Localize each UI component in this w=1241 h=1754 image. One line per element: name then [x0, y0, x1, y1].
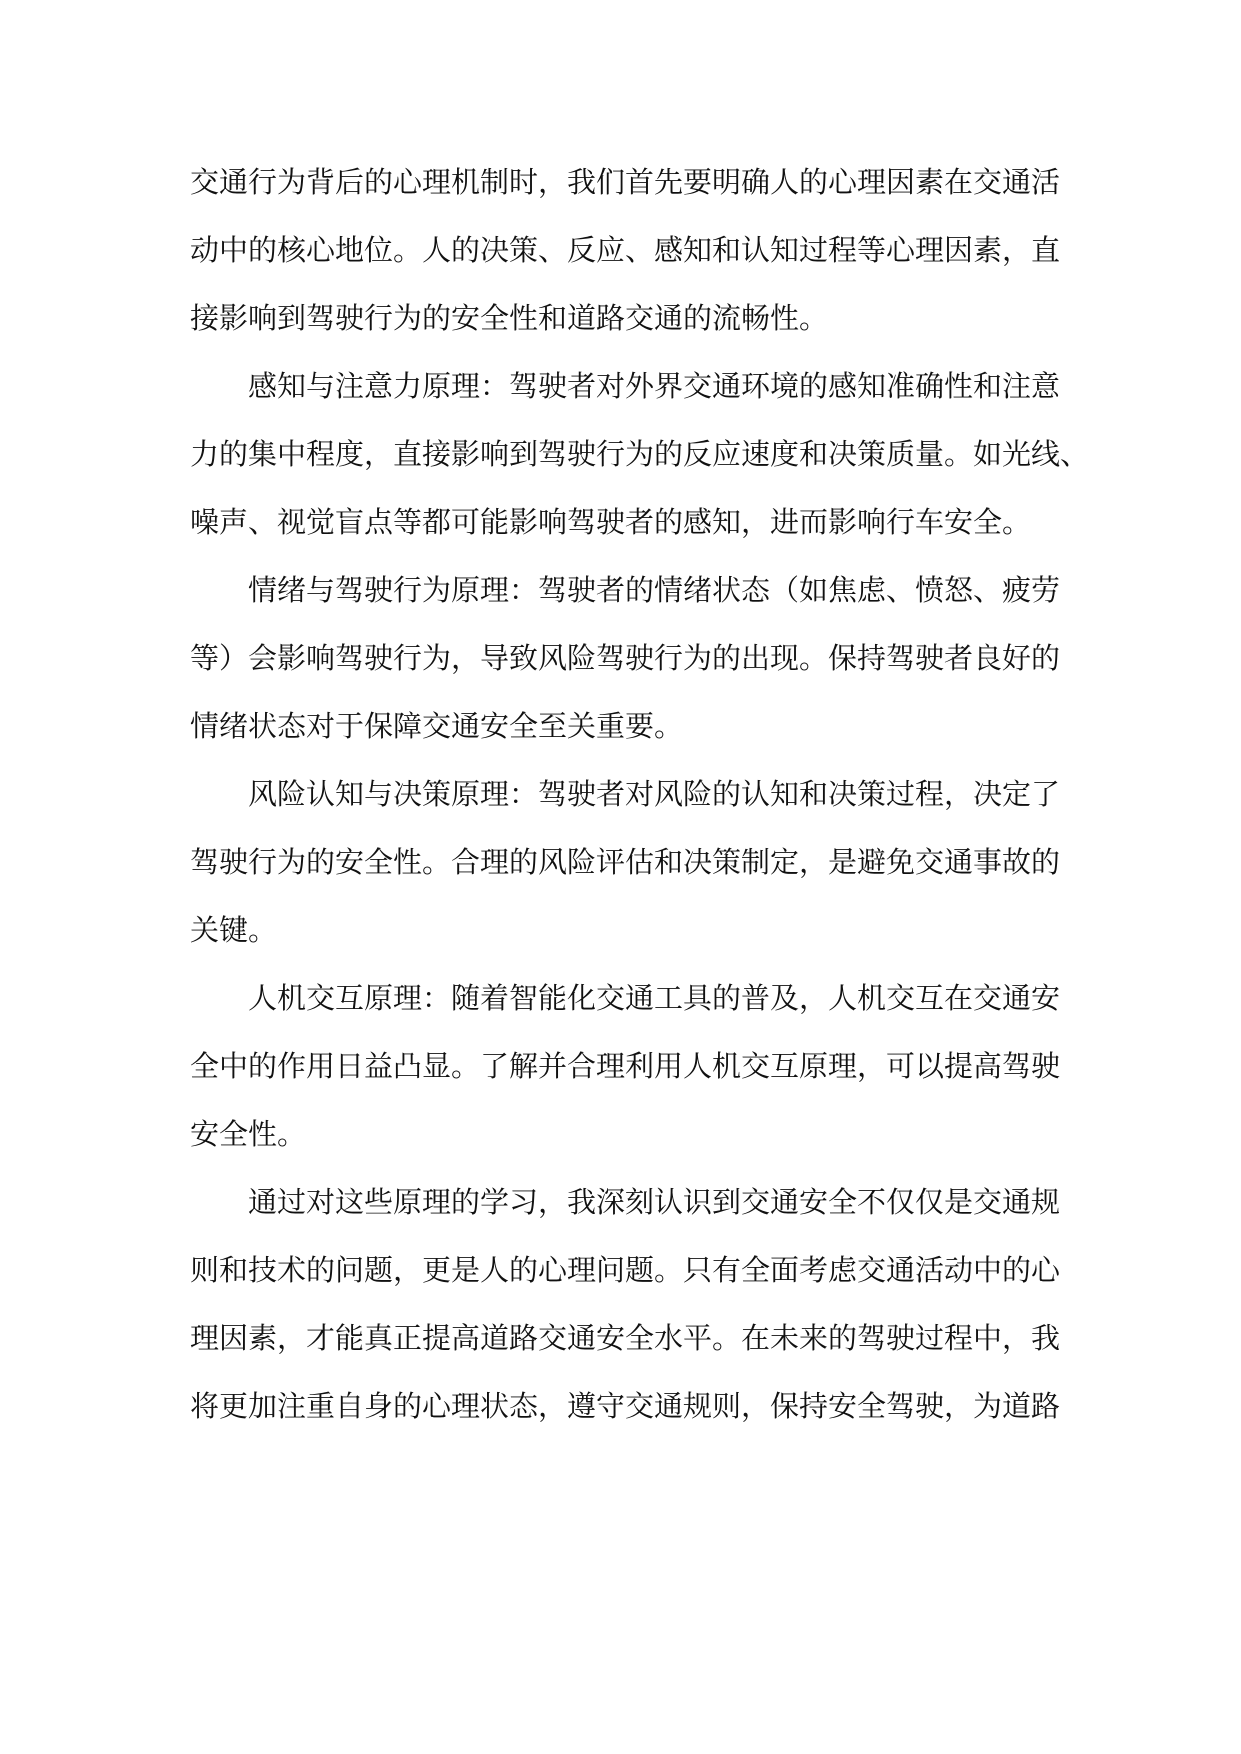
text-line: 动中的核心地位。人的决策、反应、感知和认知过程等心理因素，直: [190, 233, 1061, 267]
text-line: 接影响到驾驶行为的安全性和道路交通的流畅性。: [190, 301, 829, 335]
text-line: 等）会影响驾驶行为，导致风险驾驶行为的出现。保持驾驶者良好的: [190, 641, 1061, 675]
text-line: 情绪状态对于保障交通安全至关重要。: [190, 709, 684, 743]
text-line: 关键。: [190, 913, 278, 947]
paragraph-emotion-line: 情绪与驾驶行为原理：驾驶者的情绪状态（如焦虑、愤怒、疲劳: [248, 573, 1061, 607]
text-line: 交通行为背后的心理机制时，我们首先要明确人的心理因素在交通活: [190, 165, 1061, 199]
paragraph-hci-line: 人机交互原理：随着智能化交通工具的普及，人机交互在交通安: [248, 981, 1061, 1015]
text-line: 安全性。: [190, 1117, 307, 1151]
text-line: 则和技术的问题，更是人的心理问题。只有全面考虑交通活动中的心: [190, 1253, 1061, 1287]
text-line: 力的集中程度，直接影响到驾驶行为的反应速度和决策质量。如光线、: [190, 437, 1090, 471]
text-line: 全中的作用日益凸显。了解并合理利用人机交互原理，可以提高驾驶: [190, 1049, 1061, 1083]
text-line: 将更加注重自身的心理状态，遵守交通规则，保持安全驾驶，为道路: [190, 1389, 1061, 1423]
paragraph-risk-line: 风险认知与决策原理：驾驶者对风险的认知和决策过程，决定了: [248, 777, 1061, 811]
paragraph-conclusion-line: 通过对这些原理的学习，我深刻认识到交通安全不仅仅是交通规: [248, 1185, 1061, 1219]
paragraph-perception-line: 感知与注意力原理：驾驶者对外界交通环境的感知准确性和注意: [248, 369, 1061, 403]
text-line: 噪声、视觉盲点等都可能影响驾驶者的感知，进而影响行车安全。: [190, 505, 1032, 539]
text-line: 驾驶行为的安全性。合理的风险评估和决策制定，是避免交通事故的: [190, 845, 1061, 879]
body-text: [190, 148, 1090, 1440]
text-line: 理因素，才能真正提高道路交通安全水平。在未来的驾驶过程中，我: [190, 1321, 1061, 1355]
